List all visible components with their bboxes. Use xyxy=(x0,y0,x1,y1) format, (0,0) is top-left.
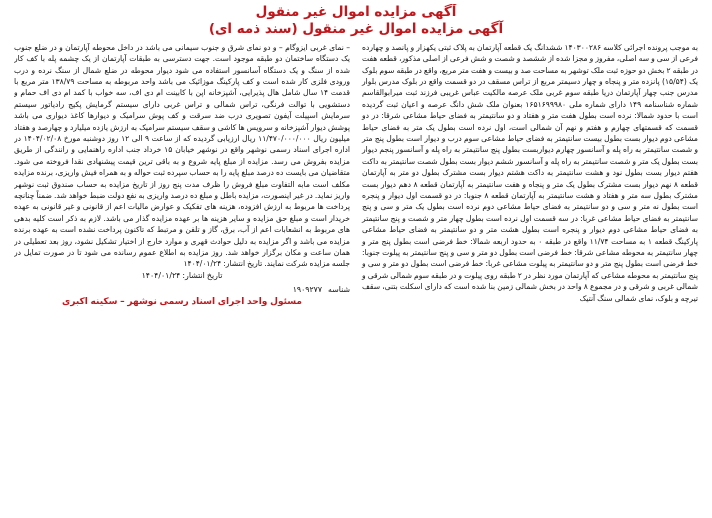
auction-notice xyxy=(14,4,698,512)
body-column-left xyxy=(14,42,350,309)
body-column-right: به موجب پرونده اجرائی کلاسه ۱۴۰۳۰۰۲۸۶ ششدانگ یک قطعه آپارتمان به پلاک ثبتی یکهزار و پانصد و چهارده فرعی از سی و سه اصلی، مفروز و مجزا شده از ششصد و شصت و شش فرعی از اصلی مذکور، قطعه هفت در طبقه ۲ بخش دو حوزه ثبت ملک توشهر به مساحت صد و بیست و هفت متر مربع، واقع در طبقه سوم بلوک یک (۱۵/۵۴) پانزده متر و پنجاه و چهار دسیمتر مربع از تراس مسقف در دو قسمت واقع در بلوک مدرس بلوار مدرس جنب چهار آپارتمان دریا طبقه سوم غربی ملک عرصه مالکیت عباس غریبی فرزند ثبت میرابوالقاسم شماره شناسنامه ۱۴۹ دارای شماره ملی ۱۶۵۱۶۹۹۹۸۰ بعنوان ملک شش دانگ عرصه و اعیان ثبت گردیده است با حدود شمالا: نرده است بطول هفت متر و هفتاد و دو سانتیمتر به فضای حیاط مشاعی شرقا: در دو قسمت که قسمتهای چهارم و هفتم و نهم آن شمالی است، اول نرده است بطول یک متر به فضای حیاط مشاعی دوم دیوار بست بطول بیست سانتیمتر به فضای حیاط مشاعی سوم درب و دیوار است بطول پنج متر و شصت سانتیمتر به راه پله و آسانسور چهارم دیواربست بطول پنج سانتیمتر به راه پله و آسانسور پنجم دیوار بست بطول یک متر و شصت سانتیمتر به راه پله و آسانسور ششم دیوار بست بطول شصت سانتیمتر به داکت هفتم دیوار بست بطول نود و هشت سانتیمتر به داکت هشتم دیوار بست مشترک بطول دو متر به آپارتمان قطعه ۸ نهم دیوار بست مشترک بطول یک متر و پنجاه و هفت سانتیمتر به آپارتمان قطعه ۸ دهم دیوار بست مشترک بطول سه متر و هفتاد و هشت سانتیمتر به آپارتمان قطعه ۸ جنوبا: در دو قسمت اول دیوار و پنجره است بطول نه متر و سی و دو سانتیمتر به فضای حیاط مشاعی دوم نرده است بطول یک متر و سی و پنج سانتیمتر به فضای حیاط مشاعی غربا: در سه قسمت اول نرده است بطول چهار متر و شصت و پنج سانتیمتر به فضای حیاط مشاعی دوم دیوار و پنجره است بطول هشت متر و دو سانتیمتر به فضای حیاط مشاعی پارکینگ قطعه ۱ به مساحت ۱۱/۷۴ واقع در طبقه ۰ به حدود اربعه شمالا: خط فرضی است بطول پنج متر و چهار سانتیمتر به محوطه مشاعی شرقا: خط فرضی است بطول دو متر و سی و پنج سانتیمتر به پیلوت جنوبا: خط فرضی است بطول پنج متر و دو سانتیمتر به پیلوت مشاعی غربا: خط فرضی است بطول دو متر و سی و پنج سانتیمتر به محوطه مشاعی که آپارتمان مورد نظر در ۲ طبقه روی پیلوت و در طبقه سوم شمالی شرقی و شمالی غربی و شرقی و در مجموع ۸ واحد در بخش شمالی زمین بنا شده است که دارای اسکلت بتنی، سقف تیرچه و بلوک، نمای شمالی سنگ آنتیک xyxy=(362,42,698,303)
notice-code-label: شناسه xyxy=(328,284,350,294)
publication-date-line xyxy=(14,270,350,282)
notice-code-value: ۱۹۰۹۲۷۷ xyxy=(292,284,323,294)
body-column-left-text: – نمای غربی ایزوگام – و دو نمای شرق و جنوب سیمانی می باشد در داخل محوطه آپارتمان و در ضلع جنوب یک دستگاه ساختمان دو طبقه موجود است. جهت دسترسی به طبقات آپارتمان از یک چشمه پله با کف کار شده از سنگ و یک دستگاه آسانسور استفاده می شود دیوار محوطه در ضلع شمال از سنگ نرده و درب ورودی فلزی کار شده است و کف پارکینگ موزائیک می باشد واحد مربوطه به مساحت ۱۳۸/۷۹ متر مربع با قدمت ۱۴ سال شامل هال پذیرایی، آشپزخانه اپن با کابینت ام دی اف، سه خواب با کمد ام دی اف حمام و دستشویی با توالت فرنگی، تراس شمالی و تراس غربی دارای سیستم گرمایش پکیج رادیاتور سیستم سرمایش اسپیلت آیفون تصویری درب ضد سرقت و کف پوش سرامیک و دیوارها کاغذ دیواری می باشد پوشش دیوار آشپزخانه و سرویس ها کاشی و سقف سیستم سرامیک به ارزش یازده میلیارد و چهارصد و هفتاد میلیون ریال ۱۱/۴۷۰/۰۰۰/۰۰۰ ریال ارزیابی گردیده که از ساعت ۹ الی ۱۲ روز دوشنبه مورخ ۱۴۰۴/۰۲/۰۸ در اداره اجرای اسناد رسمی نوشهر واقع در نوشهر خیابان ۱۵ خرداد جنب اداره راهنمایی و رانندگی از طریق مزایده بفروش می رسد. مزایده از مبلغ پایه شروع و به باقی ترین قیمت پیشنهادی نقدا فروخته می شود. متقاضیان می بایست ده درصد مبلغ پایه را به حساب سپرده ثبت حواله و به همراه فیش واریزی، برنده مزایده مکلف است مابه التفاوت مبلغ فروش را ظرف مدت پنج روز از تاریخ مزایده به حساب صندوق ثبت نوشهر واریز نماید. در غیر اینصورت، مزایده باطل و مبلغ ده درصد واریزی به نفع دولت ضبط خواهد شد. ضمناً چنانچه پرداخت ها مربوط به ارزش افزوده، هزینه های تفکیک و عوارض مالیات اعم از قانونی و غیر قانونی به عهده خریدار است و مبلغ حق مزایده و سایر هزینه ها بر عهده مزایده گذار می باشد. لازم به ذکر است کلیه بدهی های مربوط به انشعابات اعم از آب، برق، گاز و تلفن و مرتبط که تاکنون پرداخت نشده است به عهده برنده مزایده می باشد و اگر مزایده به دلیل حوادث قهری و موارد خارج از اختیار تشکیل نشود، روز بعد تعطیلی در همان ساعت و مکان برگزار خواهد شد. روز مزایده به اطلاع عموم رسانده می شود تا در صورت تمایل در جلسه مزایده شرکت نمایند. تاریخ انتشار: ۱۴۰۴/۰۱/۲۴ xyxy=(14,42,350,269)
notice-title: آگهی مزایده اموال غیر منقول xyxy=(255,4,457,20)
notice-subtitle: آگهی مزایده اموال غیر منقول (سند ذمه ای) xyxy=(208,20,504,37)
publication-date-label: تاریخ انتشار: xyxy=(182,270,223,280)
issuer-signature-line: مسئول واحد اجرای اسناد رسمی نوشهر – سکینه اکبری xyxy=(61,296,302,307)
publication-date-value: ۱۴۰۴/۰۱/۲۴ xyxy=(141,270,181,280)
notice-body xyxy=(14,42,698,309)
notice-code-line xyxy=(14,284,350,296)
